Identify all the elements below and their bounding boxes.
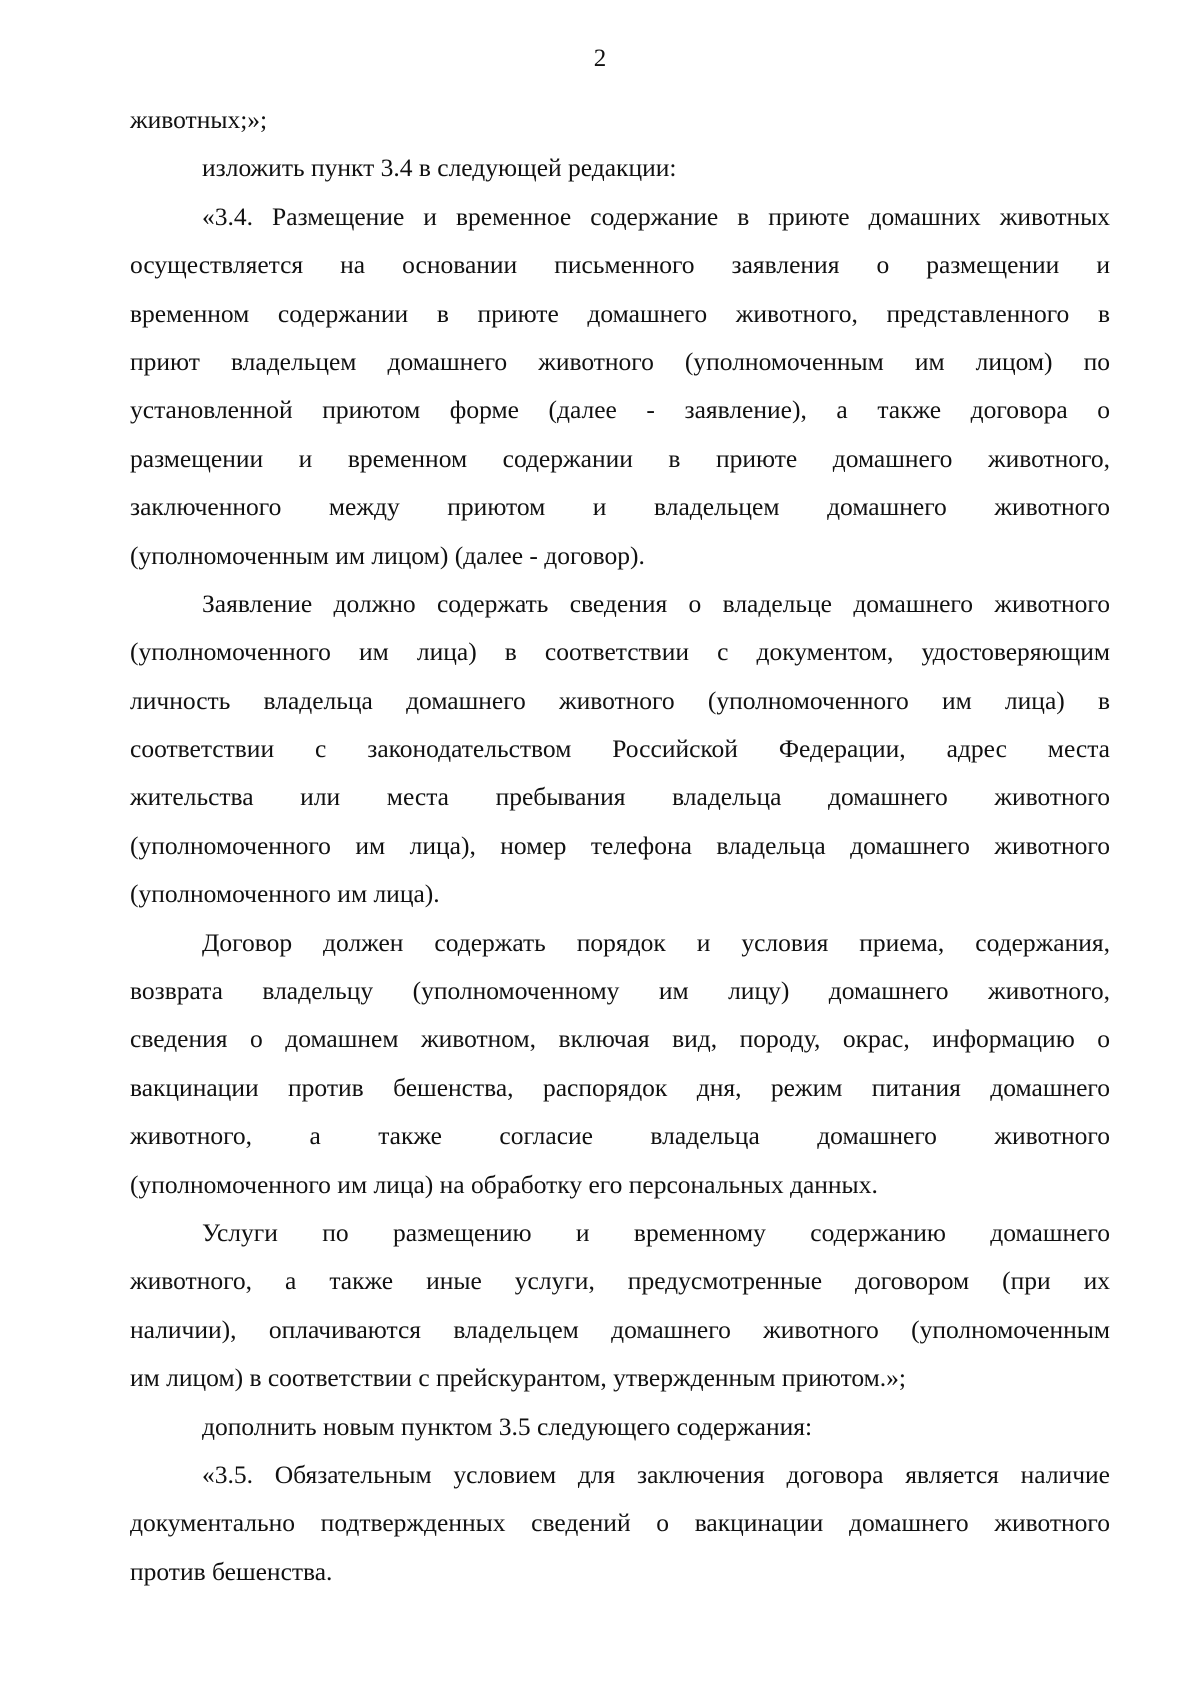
- text-line: заключенного между приютом и владельцем домашнего животного: [130, 492, 1110, 522]
- text-line: временном содержании в приюте домашнего животного, представленного в: [130, 298, 1110, 328]
- text-line: размещении и временном содержании в приюте домашнего животного,: [130, 443, 1110, 473]
- text-line: вакцинации против бешенства, распорядок дня, режим питания домашнего: [130, 1072, 1110, 1102]
- text-line: (уполномоченного им лица) на обработку его персональных данных.: [130, 1169, 878, 1199]
- text-line: приют владельцем домашнего животного (уполномоченным им лицом) по: [130, 346, 1110, 376]
- page-number: 2: [593, 45, 607, 72]
- text-line: (уполномоченного им лица) в соответствии с документом, удостоверяющим: [130, 637, 1110, 667]
- text-line: «3.5. Обязательным условием для заключения договора является наличие: [202, 1459, 1110, 1489]
- text-line: «3.4. Размещение и временное содержание в приюте домашних животных: [202, 201, 1110, 231]
- text-line: личность владельца домашнего животного (уполномоченного им лица) в: [130, 685, 1110, 715]
- text-line: дополнить новым пунктом 3.5 следующего содержания:: [202, 1411, 813, 1441]
- text-line: против бешенства.: [130, 1556, 333, 1586]
- text-line: установленной приютом форме (далее - заявление), а также договора о: [130, 395, 1110, 425]
- text-line: осуществляется на основании письменного заявления о размещении и: [130, 250, 1110, 280]
- text-line: документально подтвержденных сведений о вакцинации домашнего животного: [130, 1508, 1110, 1538]
- text-line: животных;»;: [130, 105, 268, 134]
- text-line: (уполномоченным им лицом) (далее - договор).: [130, 540, 645, 570]
- text-line: изложить пункт 3.4 в следующей редакции:: [202, 153, 677, 183]
- text-line: Договор должен содержать порядок и условия приема, содержания,: [202, 927, 1110, 957]
- text-line: возврата владельцу (уполномоченному им лицу) домашнего животного,: [130, 976, 1110, 1006]
- document-body: [130, 96, 1110, 1596]
- text-line: им лицом) в соответствии с прейскурантом, утвержденным приютом.»;: [130, 1363, 907, 1393]
- text-line: животного, а также иные услуги, предусмотренные договором (при их: [130, 1266, 1110, 1296]
- text-line: жительства или места пребывания владельца домашнего животного: [130, 782, 1110, 812]
- text-line: (уполномоченного им лица).: [130, 879, 440, 909]
- text-line: Заявление должно содержать сведения о владельце домашнего животного: [202, 588, 1110, 618]
- text-line: (уполномоченного им лица), номер телефона владельца домашнего животного: [130, 830, 1110, 860]
- text-line: соответствии с законодательством Российской Федерации, адрес места: [130, 734, 1110, 764]
- text-line: Услуги по размещению и временному содержанию домашнего: [202, 1217, 1110, 1247]
- text-line: наличии), оплачиваются владельцем домашнего животного (уполномоченным: [130, 1314, 1110, 1344]
- text-line: сведения о домашнем животном, включая вид, породу, окрас, информацию о: [130, 1024, 1110, 1054]
- text-line: животного, а также согласие владельца домашнего животного: [130, 1121, 1110, 1151]
